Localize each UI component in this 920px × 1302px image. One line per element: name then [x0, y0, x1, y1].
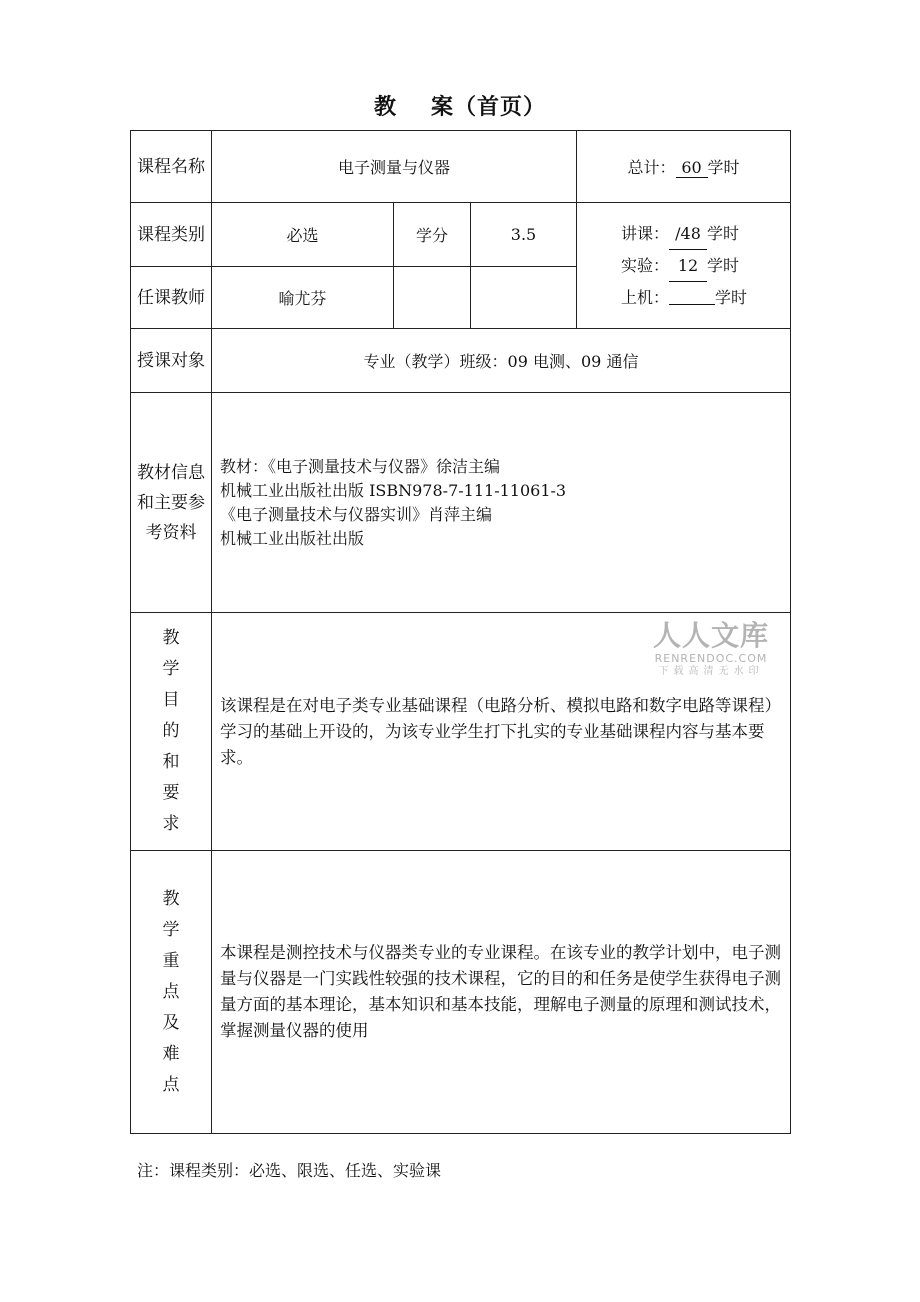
materials-line-4: 机械工业出版社出版	[220, 528, 365, 548]
course-name-value: 电子测量与仪器	[212, 131, 577, 203]
lab-hours-suffix: 学时	[707, 256, 740, 275]
page-title	[0, 90, 920, 121]
row-key-points	[131, 851, 791, 1134]
computer-hours-value	[669, 284, 715, 305]
objectives-label-char: 求	[162, 814, 180, 834]
lecture-hours-value: /48	[669, 218, 707, 250]
teacher-value: 喻尤芬	[212, 267, 394, 329]
row-course-name	[131, 131, 791, 203]
objectives-label-char: 学	[162, 659, 180, 679]
key-points-label-char: 及	[162, 1012, 180, 1033]
objectives-label	[131, 613, 212, 851]
total-hours	[577, 131, 791, 203]
materials-line-2: 机械工业出版社出版 ISBN978-7-111-11061-3	[220, 480, 567, 500]
teacher-empty-cell-1	[394, 267, 471, 329]
teacher-empty-cell-2	[471, 267, 577, 329]
computer-hours-prefix: 上机：	[621, 288, 670, 307]
key-points-label-char: 学	[162, 919, 180, 940]
hours-breakdown	[577, 203, 791, 329]
watermark-site: RENRENDOC.COM	[654, 652, 768, 665]
objectives-label-char: 和	[162, 752, 180, 772]
total-hours-value: 60	[676, 158, 708, 178]
lab-hours-value: 12	[669, 250, 707, 282]
lecture-hours-suffix: 学时	[707, 224, 740, 243]
objectives-label-char: 教	[162, 628, 180, 648]
row-materials	[131, 393, 791, 613]
lecture-hours-prefix: 讲课：	[621, 224, 670, 243]
objectives-label-char: 目	[162, 690, 180, 710]
materials-label: 教材信息和主要参考资料	[131, 393, 212, 613]
objectives-text: 该课程是在对电子类专业基础课程（电路分析、模拟电路和数字电路等课程）学习的基础上开设的，为该专业学生打下扎实的专业基础课程内容与基本要求。	[212, 613, 791, 851]
course-name-label: 课程名称	[131, 131, 212, 203]
watermark-logo	[646, 620, 776, 678]
footnote: 注：课程类别：必选、限选、任选、实验课	[137, 1161, 442, 1180]
title-part-2: 案（首页）	[431, 94, 547, 120]
computer-hours-suffix: 学时	[715, 288, 748, 307]
total-hours-prefix: 总计：	[627, 158, 676, 177]
teacher-label: 任课教师	[131, 267, 212, 329]
total-hours-suffix: 学时	[707, 158, 740, 177]
watermark-slogan: 下载高清无水印	[658, 666, 764, 677]
materials-content	[212, 393, 791, 613]
credit-label: 学分	[394, 203, 471, 267]
key-points-text: 本课程是测控技术与仪器类专业的专业课程。在该专业的教学计划中，电子测量与仪器是一门实践性较强的技术课程，它的目的和任务是使学生获得电子测量方面的基本理论，基本知识和基本技能，理解电子测量的原理和测试技术，掌握测量仪器的使用	[212, 851, 791, 1134]
title-part-1: 教	[373, 94, 397, 120]
lab-hours-prefix: 实验：	[621, 256, 670, 275]
lecture-hours	[621, 218, 790, 250]
key-points-label-char: 难	[162, 1043, 180, 1064]
materials-line-1: 教材：《电子测量技术与仪器》徐洁主编	[220, 456, 501, 476]
course-type-value: 必选	[212, 203, 394, 267]
credit-value: 3.5	[471, 203, 577, 267]
lab-hours	[621, 250, 790, 282]
objectives-label-char: 要	[162, 783, 180, 803]
row-audience	[131, 329, 791, 393]
objectives-label-char: 的	[162, 721, 180, 741]
key-points-label-char: 重	[162, 950, 180, 971]
computer-hours	[621, 282, 790, 313]
key-points-label-char: 点	[162, 1074, 180, 1095]
audience-value: 专业（教学）班级：09 电测、09 通信	[212, 329, 791, 393]
materials-line-3: 《电子测量技术与仪器实训》肖萍主编	[220, 504, 493, 524]
watermark-brand: 人人文库	[652, 619, 769, 652]
key-points-label-char: 点	[162, 981, 180, 1002]
key-points-label	[131, 851, 212, 1134]
row-course-type	[131, 203, 791, 267]
course-type-label: 课程类别	[131, 203, 212, 267]
audience-label: 授课对象	[131, 329, 212, 393]
key-points-label-char: 教	[162, 888, 180, 909]
